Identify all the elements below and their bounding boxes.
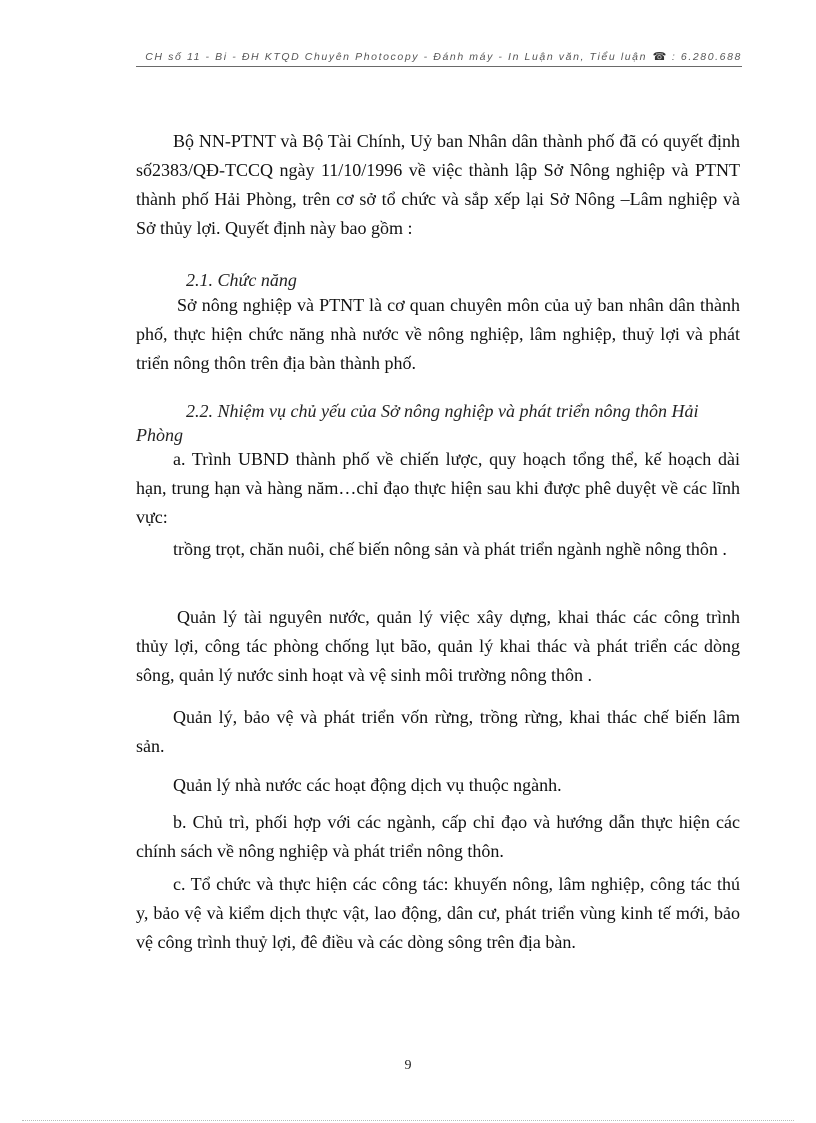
section-heading-duties: 2.2. Nhiệm vụ chủ yếu của Sở nông nghiệp và phát triển nông thôn Hải Phòng [136, 401, 699, 445]
item-a-paragraph: a. Trình UBND thành phố về chiến lược, quy hoạch tổng thể, kế hoạch dài hạn, trung hạn và hàng năm…chỉ đạo thực hiện sau khi được phê duyệt về các lĩnh vực: [136, 449, 740, 527]
phone-icon: ☎ [652, 51, 667, 63]
item-a-crops-paragraph: trồng trọt, chăn nuôi, chế biến nông sản và phát triển ngành nghề nông thôn . [173, 539, 727, 559]
page-header [136, 48, 742, 67]
page-number: 9 [404, 1058, 412, 1073]
item-a-water-paragraph: Quản lý tài nguyên nước, quản lý việc xây dựng, khai thác các công trình thủy lợi, công tác phòng chống lụt bão, quản lý khai thác và phát triển các dòng sông, quản lý nước sinh hoạt và vệ sinh môi trường nông thôn . [136, 607, 740, 685]
header-text: CH số 11 - Bi - ĐH KTQD Chuyên Photocopy - Đánh máy - In Luận văn, Tiểu luận [145, 51, 648, 63]
section-heading-functions: 2.1. Chức năng [186, 270, 297, 290]
item-a-forest-paragraph: Quản lý, bảo vệ và phát triển vốn rừng, trồng rừng, khai thác chế biến lâm sản. [136, 707, 740, 756]
header-phone-number: : 6.280.688 [671, 51, 742, 63]
intro-paragraph: Bộ NN-PTNT và Bộ Tài Chính, Uỷ ban Nhân dân thành phố đã có quyết định số2383/QĐ-TCCQ ngày 11/10/1996 về việc thành lập Sở Nông nghiệp và PTNT thành phố Hải Phòng, trên cơ sở tổ chức và sắp xếp lại Sở Nông –Lâm nghiệp và Sở thủy lợi. Quyết định này bao gồm : [136, 131, 740, 238]
item-b-paragraph: b. Chủ trì, phối hợp với các ngành, cấp chỉ đạo và hướng dẫn thực hiện các chính sách về nông nghiệp và phát triển nông thôn. [136, 812, 740, 861]
section-functions-paragraph: Sở nông nghiệp và PTNT là cơ quan chuyên môn của uỷ ban nhân dân thành phố, thực hiện chức năng nhà nước về nông nghiệp, lâm nghiệp, thuỷ lợi và phát triển nông thôn trên địa bàn thành phố. [136, 295, 740, 373]
page-bottom-divider [22, 1120, 794, 1121]
item-c-paragraph: c. Tổ chức và thực hiện các công tác: khuyến nông, lâm nghiệp, công tác thú y, bảo vệ và kiểm dịch thực vật, lao động, dân cư, phát triển vùng kinh tế mới, bảo vệ công trình thuỷ lợi, đê điều và các dòng sông trên địa bàn. [136, 874, 740, 952]
item-a-services-paragraph: Quản lý nhà nước các hoạt động dịch vụ thuộc ngành. [173, 775, 562, 795]
